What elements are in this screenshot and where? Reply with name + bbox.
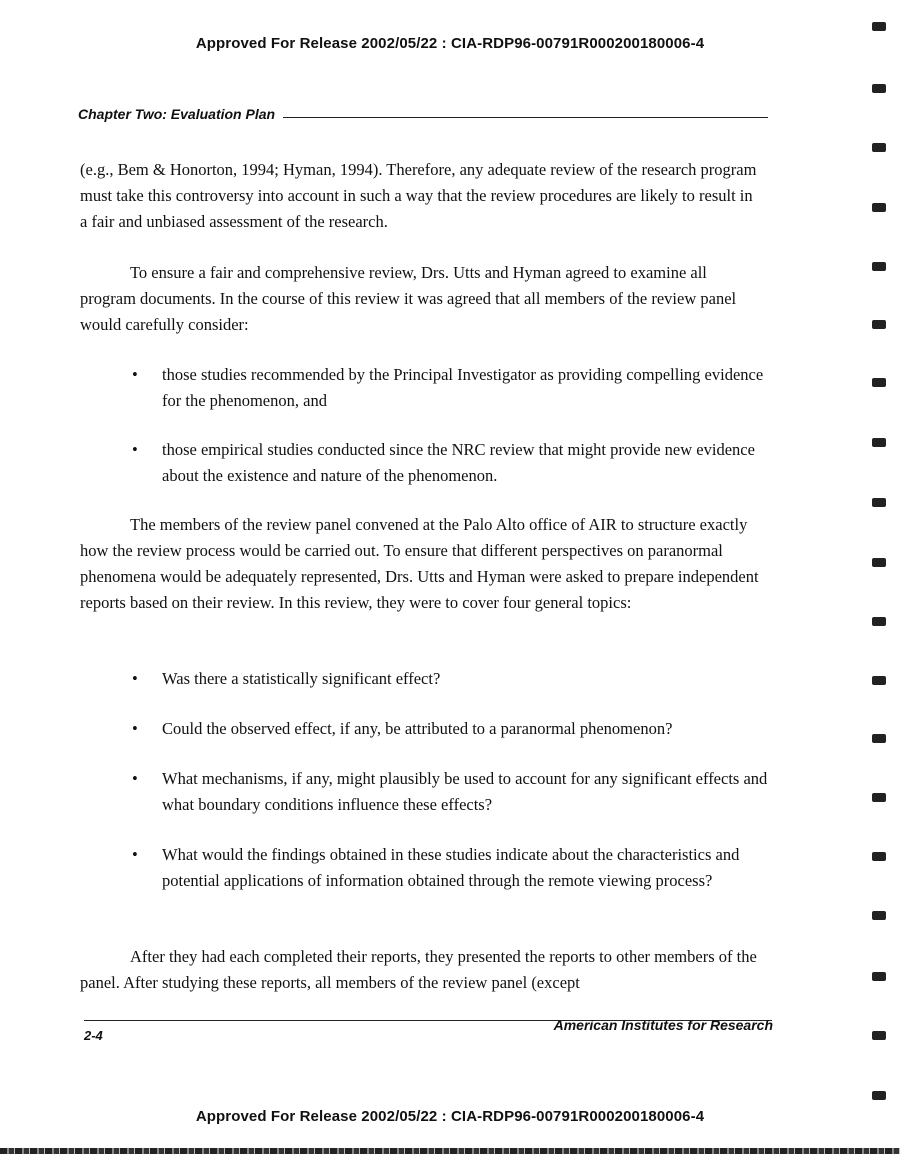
bullet-icon: • xyxy=(132,845,138,864)
scan-mark xyxy=(872,498,886,507)
scan-mark xyxy=(872,203,886,212)
chapter-header xyxy=(78,106,768,122)
bullet-icon: • xyxy=(132,365,138,384)
scan-mark xyxy=(872,320,886,329)
scan-mark xyxy=(872,1031,886,1040)
list-item-text: those studies recommended by the Principal Investigator as providing compelling evidence for the phenomenon, and xyxy=(162,365,764,410)
paragraph-3: The members of the review panel convened at the Palo Alto office of AIR to structure exactly how the review process would be carried out. To ensure that different perspectives on paranormal phenomena would be adequately represented, Drs. Utts and Hyman were asked to prepare independent reports based on their review. In this review, they were to cover four general topics: xyxy=(80,515,759,612)
scan-mark xyxy=(872,438,886,447)
scan-mark xyxy=(872,378,886,387)
list-item-text: What would the findings obtained in these studies indicate about the characteristics and potential applications of information obtained through the remote viewing process? xyxy=(162,845,740,890)
list-item xyxy=(132,666,772,692)
header-rule xyxy=(283,117,768,118)
page-number: 2-4 xyxy=(84,1028,103,1043)
release-stamp-bottom: Approved For Release 2002/05/22 : CIA-RDP96-00791R000200180006-4 xyxy=(195,1108,705,1125)
footer-organization: American Institutes for Research xyxy=(553,1017,773,1033)
scan-mark xyxy=(872,84,886,93)
scan-margin-marks xyxy=(868,0,892,1165)
paragraph-2: To ensure a fair and comprehensive review, Drs. Utts and Hyman agreed to examine all program documents. In the course of this review it was agreed that all members of the review panel would carefully consider: xyxy=(80,263,737,334)
scan-mark xyxy=(872,617,886,626)
list-item-text: Could the observed effect, if any, be attributed to a paranormal phenomenon? xyxy=(162,719,673,738)
chapter-title: Chapter Two: Evaluation Plan xyxy=(78,106,276,122)
scan-mark xyxy=(872,911,886,920)
list-item-text: What mechanisms, if any, might plausibly be used to account for any significant effects and what boundary conditions influence these effects? xyxy=(162,769,768,814)
scan-mark xyxy=(872,676,886,685)
list-item xyxy=(132,842,772,894)
scan-mark xyxy=(872,558,886,567)
scan-mark xyxy=(872,262,886,271)
list-item xyxy=(132,766,772,818)
bullet-icon: • xyxy=(132,719,138,738)
bullet-icon: • xyxy=(132,440,138,459)
release-stamp-top: Approved For Release 2002/05/22 : CIA-RDP96-00791R000200180006-4 xyxy=(195,35,705,52)
paragraph-1: (e.g., Bem & Honorton, 1994; Hyman, 1994). Therefore, any adequate review of the research program must take this controversy into account in such a way that the review procedures are likely to result in a fair and unbiased assessment of the research. xyxy=(80,160,757,231)
list-item-text: Was there a statistically significant effect? xyxy=(162,669,441,688)
scan-mark xyxy=(872,852,886,861)
paragraph-4: After they had each completed their reports, they presented the reports to other members of the panel. After studying these reports, all members of the review panel (except xyxy=(80,947,757,992)
list-item xyxy=(132,437,772,489)
scan-mark xyxy=(872,1091,886,1100)
list-item-text: those empirical studies conducted since the NRC review that might provide new evidence about the existence and nature of the phenomenon. xyxy=(162,440,755,485)
scan-mark xyxy=(872,972,886,981)
list-item xyxy=(132,362,772,414)
bullet-icon: • xyxy=(132,769,138,788)
bullet-icon: • xyxy=(132,669,138,688)
scan-mark xyxy=(872,143,886,152)
list-item xyxy=(132,716,772,742)
scan-mark xyxy=(872,793,886,802)
scan-mark xyxy=(872,22,886,31)
scan-artifact-bar xyxy=(0,1148,900,1154)
scan-mark xyxy=(872,734,886,743)
